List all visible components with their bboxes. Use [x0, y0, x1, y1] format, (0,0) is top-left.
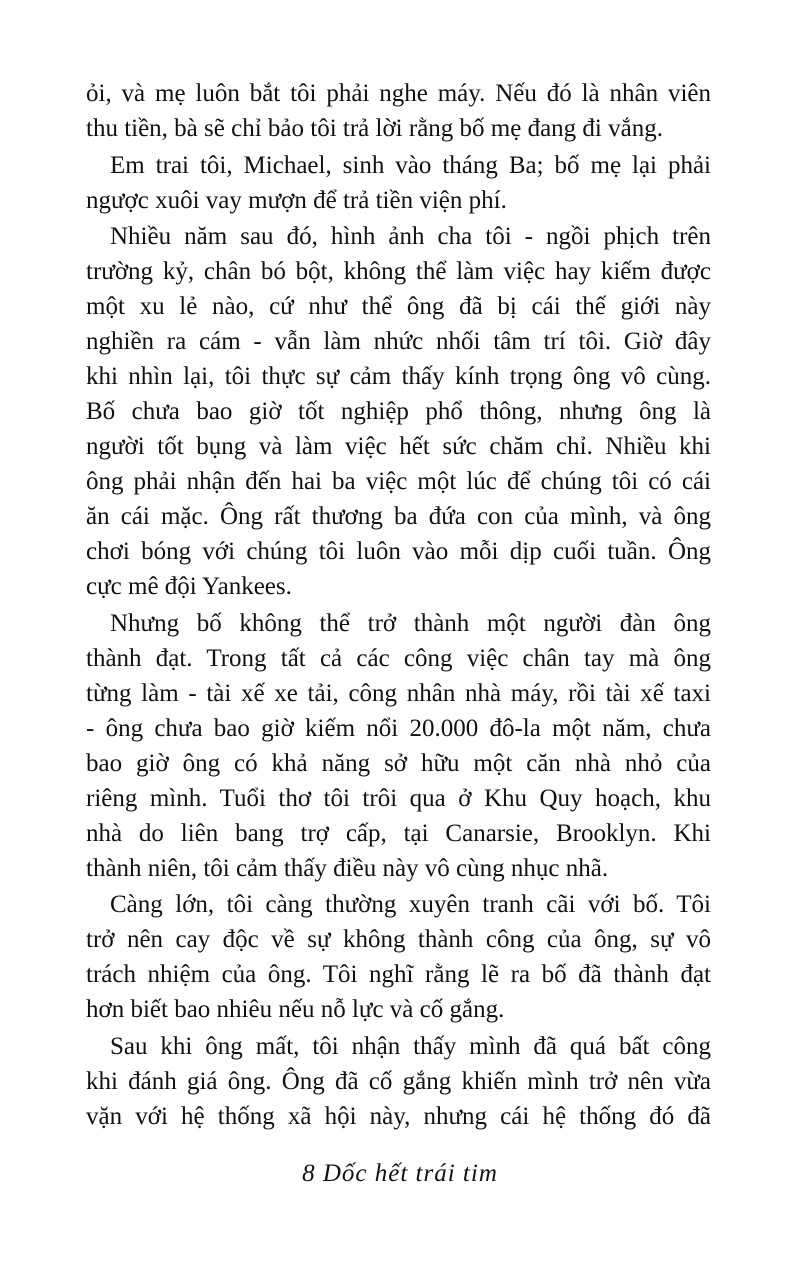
text-line: ngược xuôi vay mượn để trả tiền viện phí.	[86, 186, 507, 214]
text-line: khi đánh giá ông. Ông đã cố gắng khiến mình trở nên vừa	[86, 1067, 711, 1095]
paragraph	[86, 606, 711, 886]
text-line: bao giờ ông có khả năng sở hữu một căn nhà nhỏ của	[86, 749, 711, 777]
text-line: nghiền ra cám - vẫn làm nhức nhối tâm trí tôi. Giờ đây	[86, 328, 711, 355]
text-line: ăn cái mặc. Ông rất thương ba đứa con của mình, và ông	[86, 503, 711, 530]
page-number: 8	[302, 1160, 316, 1187]
text-line: thu tiền, bà sẽ chỉ bảo tôi trả lời rằng bố mẹ đang đi vắng.	[86, 115, 663, 142]
text-line: Sau khi ông mất, tôi nhận thấy mình đã quá bất công	[110, 1032, 711, 1060]
text-line: ông phải nhận đến hai ba việc một lúc để chúng tôi có cái	[86, 468, 711, 495]
text-line: cực mê đội Yankees.	[86, 573, 292, 600]
text-line: Càng lớn, tôi càng thường xuyên tranh cãi với bố. Tôi	[110, 891, 711, 918]
text-line: thành niên, tôi cảm thấy điều này vô cùng nhục nhã.	[86, 854, 609, 882]
paragraph	[86, 887, 711, 1027]
paragraph	[86, 219, 711, 604]
text-line: trách nhiệm của ông. Tôi nghĩ rằng lẽ ra bố đã thành đạt	[86, 961, 711, 988]
text-line: từng làm - tài xế xe tải, công nhân nhà máy, rồi tài xế taxi	[86, 679, 711, 707]
text-line: thành đạt. Trong tất cả các công việc chân tay mà ông	[86, 644, 711, 672]
text-line: vặn với hệ thống xã hội này, nhưng cái hệ thống đó đã	[86, 1102, 711, 1130]
text-line: Nhưng bố không thể trở thành một người đàn ông	[110, 609, 711, 637]
text-line: Nhiều năm sau đó, hình ảnh cha tôi - ngồi phịch trên	[110, 223, 711, 250]
book-title: Dốc hết trái tim	[322, 1160, 498, 1187]
text-line: Em trai tôi, Michael, sinh vào tháng Ba; bố mẹ lại phải	[110, 151, 711, 179]
text-line: nhà do liên bang trợ cấp, tại Canarsie, Brooklyn. Khi	[86, 819, 711, 847]
text-line: trở nên cay độc về sự không thành công của ông, sự vô	[86, 926, 711, 953]
paragraph	[86, 76, 711, 146]
page-body	[86, 76, 711, 1135]
text-line: - ông chưa bao giờ kiếm nổi 20.000 đô-la một năm, chưa	[86, 714, 711, 742]
text-line: riêng mình. Tuổi thơ tôi trôi qua ở Khu Quy hoạch, khu	[86, 784, 711, 812]
page-footer	[0, 1160, 800, 1188]
paragraph	[86, 148, 711, 218]
text-line: trường kỷ, chân bó bột, không thể làm việc hay kiếm được	[86, 258, 711, 285]
text-line: Bố chưa bao giờ tốt nghiệp phổ thông, nhưng ông là	[86, 398, 711, 425]
text-line: chơi bóng với chúng tôi luôn vào mỗi dịp cuối tuần. Ông	[86, 538, 711, 565]
paragraph	[86, 1029, 711, 1134]
text-line: ỏi, và mẹ luôn bắt tôi phải nghe máy. Nếu đó là nhân viên	[86, 80, 711, 107]
text-line: người tốt bụng và làm việc hết sức chăm chỉ. Nhiều khi	[86, 433, 711, 460]
text-line: hơn biết bao nhiêu nếu nỗ lực và cố gắng.	[86, 996, 505, 1023]
text-line: khi nhìn lại, tôi thực sự cảm thấy kính trọng ông vô cùng.	[86, 363, 711, 390]
text-line: một xu lẻ nào, cứ như thể ông đã bị cái thế giới này	[86, 293, 711, 320]
